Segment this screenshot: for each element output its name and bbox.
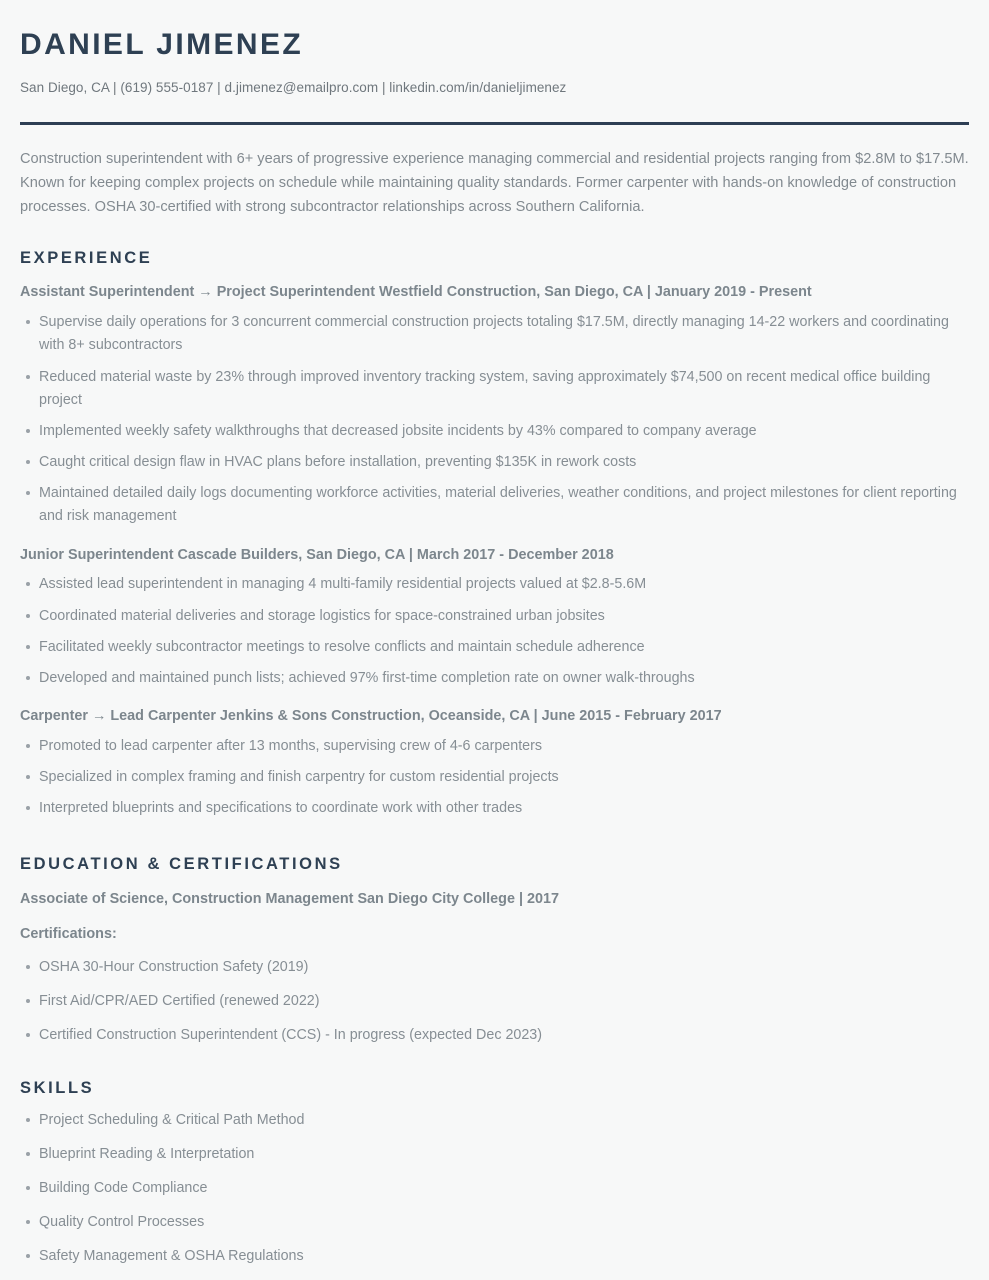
list-item: OSHA 30-Hour Construction Safety (2019)	[20, 956, 969, 979]
list-item: Coordinated material deliveries and storage logistics for space-constrained urban jobsites	[20, 605, 969, 628]
section-heading-education: EDUCATION & CERTIFICATIONS	[20, 855, 343, 874]
professional-summary: Construction superintendent with 6+ years of progressive experience managing commercial and residential projects ranging from $2.8M to $17.5M. Known for keeping complex projects on schedule while maintaining quality standards. Former carpenter with hands-on knowledge of construction processes. OSHA 30-certified with strong subcontractor relationships across Southern California.	[20, 151, 969, 216]
list-item: Facilitated weekly subcontractor meetings to resolve conflicts and maintain schedule adherence	[20, 636, 969, 659]
list-item: Blueprint Reading & Interpretation	[20, 1143, 969, 1166]
list-item: Interpreted blueprints and specifications to coordinate work with other trades	[20, 797, 969, 820]
job-bullet-list	[20, 311, 969, 528]
list-item: Specialized in complex framing and finish carpentry for custom residential projects	[20, 766, 969, 789]
experience-entry	[20, 282, 969, 528]
list-item: Building Code Compliance	[20, 1177, 969, 1200]
education-degree: Associate of Science, Construction Management San Diego City College | 2017	[20, 891, 560, 908]
experience-entry	[20, 545, 969, 691]
experience-entry	[20, 706, 969, 820]
job-title: Assistant Superintendent → Project Superintendent Westfield Construction, San Diego, CA | January 2019 - Present	[20, 284, 812, 301]
list-item: Quality Control Processes	[20, 1211, 969, 1234]
list-item: Developed and maintained punch lists; achieved 97% first-time completion rate on owner walk-throughs	[20, 667, 969, 690]
list-item: Supervise daily operations for 3 concurrent commercial construction projects totaling $17.5M, directly managing 14-22 workers and coordinating with 8+ subcontractors	[20, 311, 969, 357]
section-heading-skills: SKILLS	[20, 1078, 95, 1097]
page-title: DANIEL JIMENEZ	[20, 28, 304, 61]
skills-list	[20, 1109, 969, 1269]
header-divider	[20, 122, 969, 125]
list-item: Project Scheduling & Critical Path Method	[20, 1109, 969, 1132]
list-item: First Aid/CPR/AED Certified (renewed 2022)	[20, 990, 969, 1013]
contact-line: San Diego, CA | (619) 555-0187 | d.jimenez@emailpro.com | linkedin.com/in/danieljimenez	[20, 79, 567, 95]
job-bullet-list	[20, 735, 969, 820]
job-title: Carpenter → Lead Carpenter Jenkins & Sons Construction, Oceanside, CA | June 2015 - February 2017	[20, 708, 722, 724]
job-bullet-list	[20, 573, 969, 690]
certifications-label: Certifications:	[20, 926, 117, 943]
certifications-list	[20, 956, 969, 1047]
list-item: Caught critical design flaw in HVAC plans before installation, preventing $135K in rework costs	[20, 451, 969, 474]
list-item: Assisted lead superintendent in managing 4 multi-family residential projects valued at $2.8-5.6M	[20, 573, 969, 596]
list-item: Safety Management & OSHA Regulations	[20, 1245, 969, 1268]
job-title: Junior Superintendent Cascade Builders, San Diego, CA | March 2017 - December 2018	[20, 546, 614, 563]
list-item: Promoted to lead carpenter after 13 months, supervising crew of 4-6 carpenters	[20, 735, 969, 758]
section-heading-experience: EXPERIENCE	[20, 249, 153, 268]
list-item: Reduced material waste by 23% through improved inventory tracking system, saving approximately $74,500 on recent medical office building project	[20, 366, 969, 412]
list-item: Maintained detailed daily logs documenting workforce activities, material deliveries, weather conditions, and project milestones for client reporting and risk management	[20, 482, 969, 528]
list-item: Certified Construction Superintendent (CCS) - In progress (expected Dec 2023)	[20, 1024, 969, 1047]
list-item: Implemented weekly safety walkthroughs that decreased jobsite incidents by 43% compared to company average	[20, 420, 969, 443]
